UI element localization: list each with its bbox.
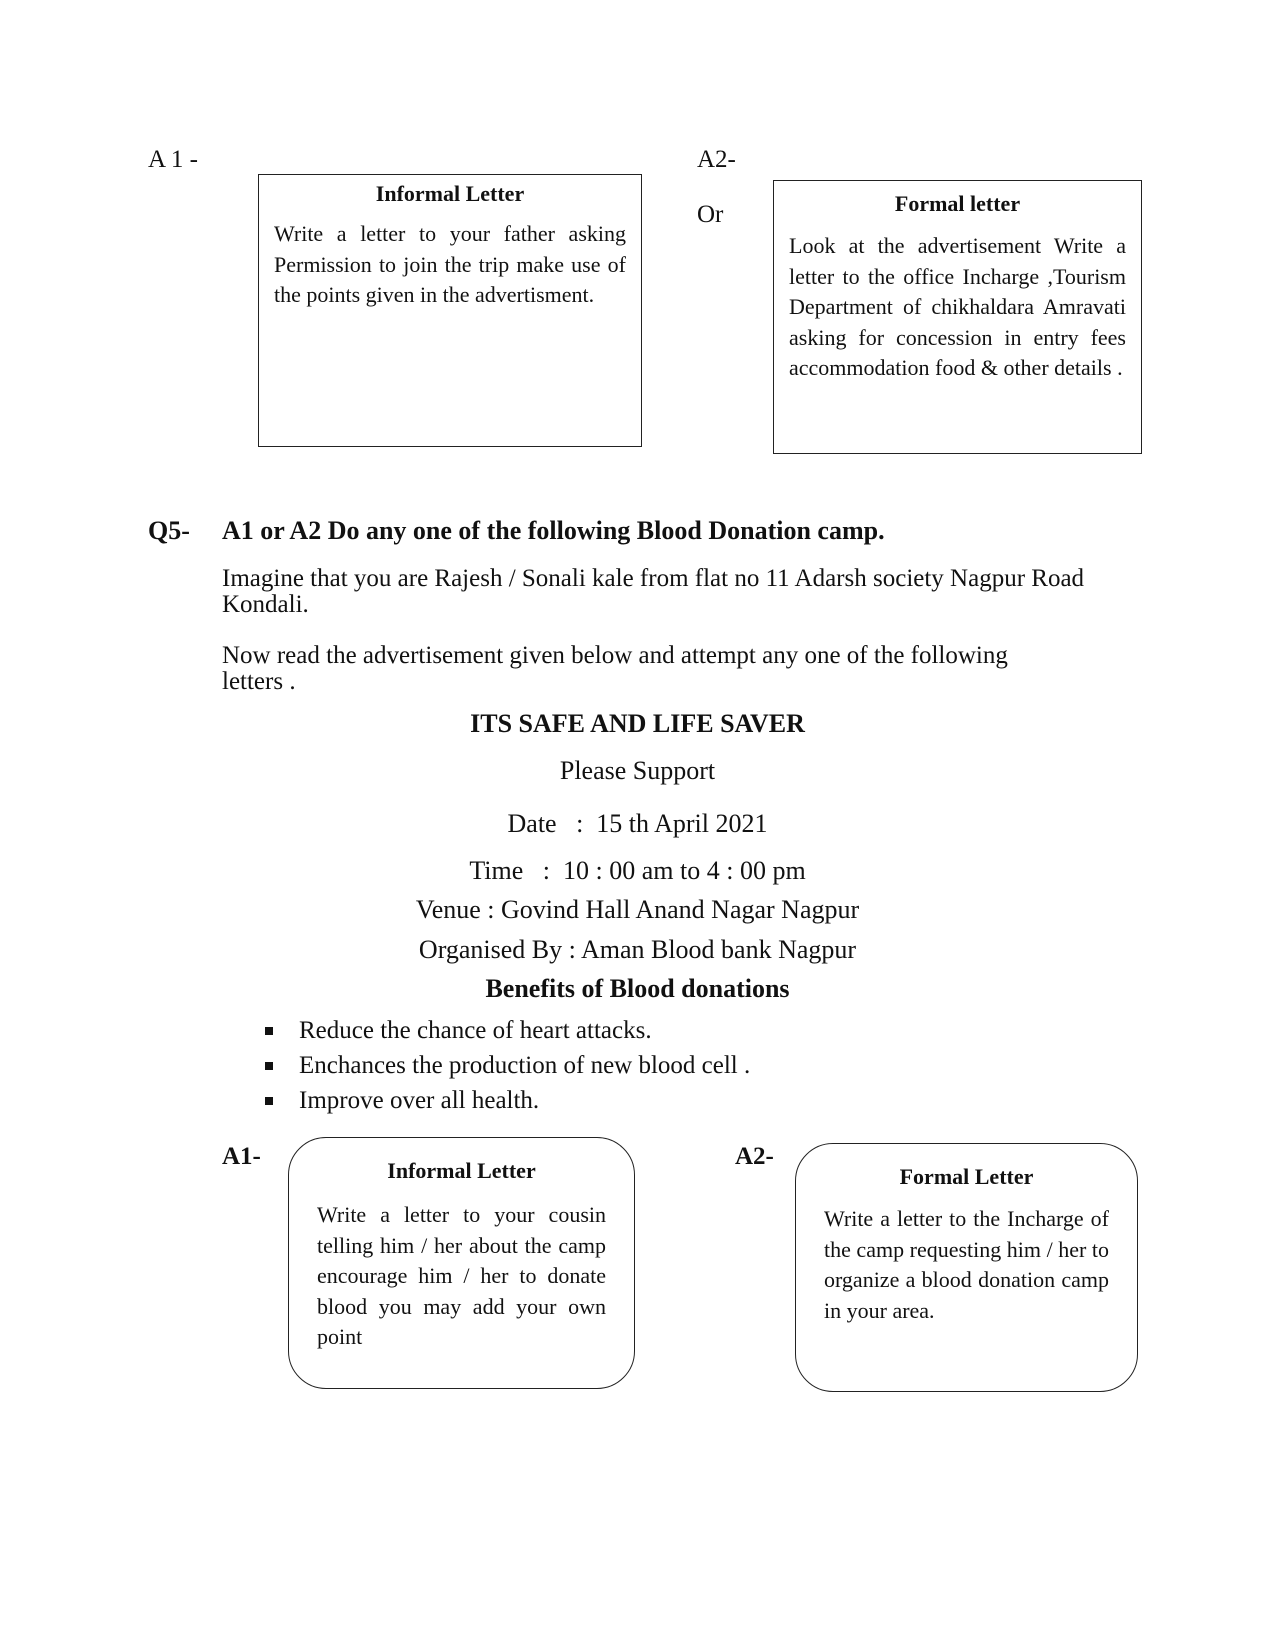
informal-letter-text-2: Write a letter to your cousin telling him / her about the camp encourage him / her to donate blood you may add your own point xyxy=(317,1202,606,1349)
informal-letter-title-2: Informal Letter xyxy=(387,1158,536,1183)
question-number: Q5- xyxy=(148,516,190,545)
bullet-square-icon xyxy=(265,1097,273,1105)
benefits-title: Benefits of Blood donations xyxy=(485,974,790,1003)
bullet-square-icon xyxy=(265,1027,273,1035)
event-date: Date : 15 th April 2021 xyxy=(507,809,768,838)
formal-letter-text: Look at the advertisement Write a letter to the office Incharge ,Tourism Department of chikhaldara Amravati asking for concession in entry fees accommodation food & other details . xyxy=(789,233,1126,380)
formal-letter-title: Formal letter xyxy=(894,191,1021,216)
advertisement-subtitle: Please Support xyxy=(559,756,716,785)
informal-letter-title: Informal Letter xyxy=(375,181,525,206)
a2-label: A2- xyxy=(697,146,736,173)
formal-letter-box xyxy=(773,180,1142,454)
informal-letter-box xyxy=(258,174,642,447)
or-label: Or xyxy=(697,201,724,228)
formal-letter-text-2: Write a letter to the Incharge of the camp requesting him / her to organize a blood donation camp in your area. xyxy=(824,1206,1109,1323)
benefit-item: Reduce the chance of heart attacks. xyxy=(262,1017,750,1052)
bullet-square-icon xyxy=(265,1062,273,1070)
benefit-item: Enchances the production of new blood cell . xyxy=(262,1052,750,1087)
formal-letter-title-2: Formal Letter xyxy=(899,1164,1034,1189)
event-organiser: Organised By : Aman Blood bank Nagpur xyxy=(418,935,857,964)
a2-label-2: A2- xyxy=(735,1143,774,1170)
benefits-list xyxy=(262,1017,750,1122)
informal-letter-text: Write a letter to your father asking Permission to join the trip make use of the points given in the advertisment. xyxy=(274,221,626,307)
a1-label: A 1 - xyxy=(148,146,198,173)
a1-label-2: A1- xyxy=(222,1143,261,1170)
event-venue: Venue : Govind Hall Anand Nagar Nagpur xyxy=(415,895,860,924)
question-heading: A1 or A2 Do any one of the following Blood Donation camp. xyxy=(222,516,885,545)
instruction-paragraph-1: Imagine that you are Rajesh / Sonali kale from flat no 11 Adarsh society Nagpur Road Kondali. xyxy=(222,565,1085,618)
benefit-item: Improve over all health. xyxy=(262,1087,750,1122)
formal-letter-box-2 xyxy=(795,1143,1138,1392)
advertisement-title: ITS SAFE AND LIFE SAVER xyxy=(470,709,805,738)
event-time: Time : 10 : 00 am to 4 : 00 pm xyxy=(469,856,806,885)
instruction-paragraph-2: Now read the advertisement given below and attempt any one of the following letters . xyxy=(222,642,1008,695)
informal-letter-box-2 xyxy=(288,1137,635,1389)
